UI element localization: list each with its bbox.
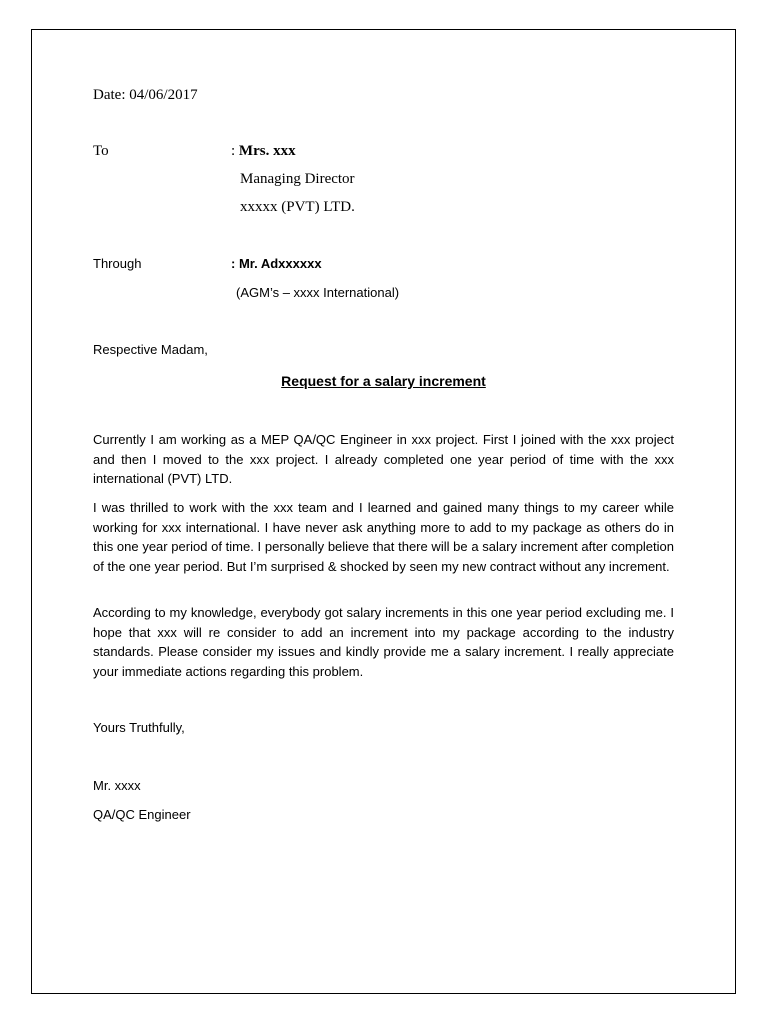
to-colon: : [231, 143, 239, 159]
sender-title: QA/QC Engineer [93, 807, 191, 822]
salutation: Respective Madam, [93, 342, 208, 357]
to-title: Managing Director [240, 171, 355, 187]
date-line: Date: 04/06/2017 [93, 87, 198, 103]
body-paragraph-1: Currently I am working as a MEP QA/QC Engineer in xxx project. First I joined with the xxx project and then I moved to the xxx project. I already completed one year period of time with the xxx international (PVT) LTD. [93, 432, 674, 486]
subject-heading: Request for a salary increment [281, 373, 486, 389]
through-label: Through [93, 256, 142, 271]
closing-line: Yours Truthfully, [93, 720, 185, 735]
to-company: xxxxx (PVT) LTD. [240, 199, 355, 215]
to-label: To [93, 143, 109, 159]
through-org: (AGM’s – xxxx International) [236, 285, 400, 300]
sender-name: Mr. xxxx [93, 778, 141, 793]
body-paragraph-3: According to my knowledge, everybody got salary increments in this one year period excluding me. I hope that xxx will re consider to add an increment into my package according to the industry standards. Please consider my issues and kindly provide me a salary increment. I really appreciate your immediate actions regarding this problem. [93, 605, 674, 679]
body-paragraph-2: I was thrilled to work with the xxx team and I learned and gained many things to my career while working for xxx international. I have never ask anything more to add to my package as others do in this one year period of time. I personally believe that there will be a salary increment after completion of the one year period. But I’m surprised & shocked by seen my new contract without any increment. [93, 500, 674, 574]
through-name: : Mr. Adxxxxxx [231, 256, 322, 271]
to-name: Mrs. xxx [238, 143, 296, 159]
to-recipient [231, 143, 296, 160]
